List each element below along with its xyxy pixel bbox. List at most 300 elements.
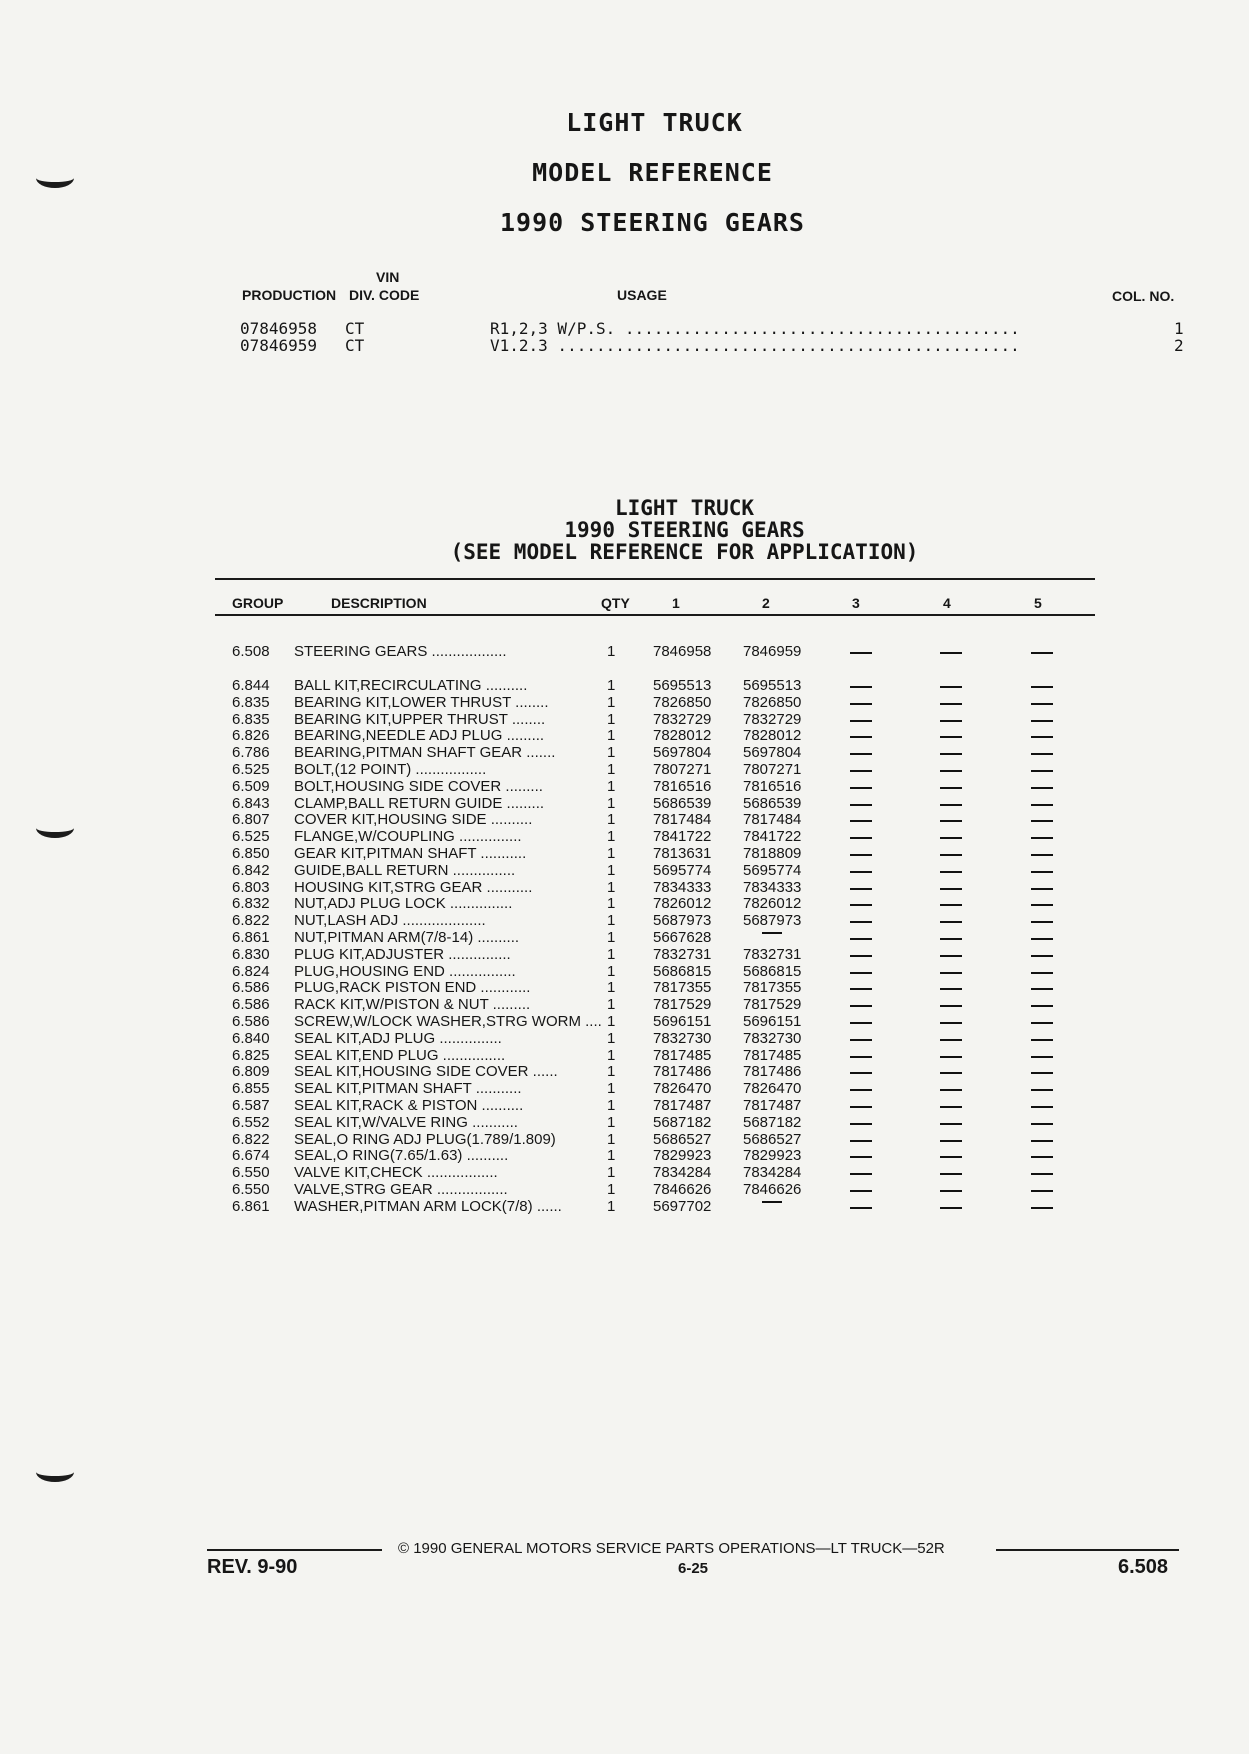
qty-cell: 1 (607, 1130, 616, 1148)
qty-cell: 1 (607, 727, 616, 745)
qty-cell: 1 (607, 693, 616, 711)
not-applicable-dash (762, 1201, 782, 1203)
table-row (0, 963, 1249, 980)
table-title-line-2: 1990 STEERING GEARS (564, 518, 805, 542)
group-cell: 6.835 (232, 693, 270, 711)
not-applicable-dash (940, 1005, 962, 1007)
not-applicable-dash (940, 820, 962, 822)
production-code: 07846959 (240, 336, 318, 355)
group-cell: 6.525 (232, 761, 270, 778)
not-applicable-dash (1031, 1173, 1053, 1175)
col-1-part-number: 7832730 (653, 1029, 712, 1047)
not-applicable-dash (1031, 888, 1053, 890)
group-cell: 6.830 (232, 945, 270, 963)
not-applicable-dash (1031, 736, 1053, 738)
col-1-part-number: 5696151 (653, 1013, 712, 1030)
not-applicable-dash (1031, 686, 1053, 688)
not-applicable-dash (850, 1140, 872, 1142)
not-applicable-dash (1031, 1056, 1053, 1058)
description-cell: SEAL,O RING ADJ PLUG(1.789/1.809) (294, 1130, 556, 1148)
group-cell: 6.550 (232, 1181, 270, 1198)
group-cell: 6.586 (232, 1013, 270, 1030)
description-cell: GUIDE,BALL RETURN ............... (294, 861, 516, 879)
table-row (0, 711, 1249, 728)
copyright: © 1990 GENERAL MOTORS SERVICE PARTS OPERATIONS—LT TRUCK—52R (398, 1540, 945, 1557)
group-cell: 6.786 (232, 744, 270, 762)
qty-cell: 1 (607, 794, 616, 812)
description-cell: PLUG,RACK PISTON END ............ (294, 979, 531, 997)
qty-cell: 1 (607, 945, 616, 963)
col-no-heading: COL. NO. (1112, 288, 1175, 304)
not-applicable-dash (940, 787, 962, 789)
qty-cell: 1 (607, 1164, 616, 1182)
col-2-part-number: 5697804 (743, 744, 802, 762)
not-applicable-dash (940, 871, 962, 873)
col-2-part-number: 5687973 (743, 912, 802, 930)
not-applicable-dash (850, 871, 872, 873)
not-applicable-dash (940, 1089, 962, 1091)
not-applicable-dash (940, 720, 962, 722)
col-2-part-number: 7818809 (743, 845, 802, 862)
not-applicable-dash (1031, 955, 1053, 957)
qty-cell: 1 (607, 912, 616, 930)
not-applicable-dash (850, 1056, 872, 1058)
table-row (0, 1131, 1249, 1148)
table-row (0, 845, 1249, 862)
col-1-part-number: 7817487 (653, 1097, 712, 1114)
description-cell: BALL KIT,RECIRCULATING .......... (294, 677, 528, 694)
not-applicable-dash (1031, 988, 1053, 990)
col-2-part-number: 7828012 (743, 727, 802, 745)
not-applicable-dash (1031, 1156, 1053, 1158)
group-cell: 6.509 (232, 777, 270, 795)
not-applicable-dash (850, 1173, 872, 1175)
col-1-part-number: 7832729 (653, 710, 712, 728)
qty-cell: 1 (607, 777, 616, 795)
qty-cell: 1 (607, 761, 616, 778)
description-cell: BEARING,PITMAN SHAFT GEAR ....... (294, 744, 556, 762)
col-1-part-number: 7834333 (653, 878, 712, 896)
group-cell: 6.824 (232, 962, 270, 980)
description-cell: HOUSING KIT,STRG GEAR ........... (294, 878, 533, 896)
col-2-part-number: 7817484 (743, 811, 802, 829)
col-4-header: 4 (943, 595, 951, 611)
table-row (0, 879, 1249, 896)
description-cell: SEAL KIT,PITMAN SHAFT ........... (294, 1080, 522, 1098)
group-cell: 6.861 (232, 929, 270, 946)
not-applicable-dash (1031, 972, 1053, 974)
group-cell: 6.552 (232, 1113, 270, 1131)
not-applicable-dash (1031, 1123, 1053, 1125)
col-1-part-number: 5695513 (653, 677, 712, 694)
description-cell: BEARING KIT,UPPER THRUST ........ (294, 710, 546, 728)
description-cell: SEAL KIT,END PLUG ............... (294, 1046, 506, 1064)
table-row (0, 811, 1249, 828)
not-applicable-dash (940, 1039, 962, 1041)
col-2-part-number: 5687182 (743, 1113, 802, 1131)
not-applicable-dash (850, 938, 872, 940)
description-cell: SEAL KIT,RACK & PISTON .......... (294, 1097, 524, 1114)
qty-cell: 1 (607, 1013, 616, 1030)
div-code: CT (345, 336, 365, 355)
group-cell: 6.850 (232, 845, 270, 862)
description-cell: SCREW,W/LOCK WASHER,STRG WORM .... (294, 1013, 602, 1030)
group-cell: 6.508 (232, 643, 270, 660)
not-applicable-dash (940, 921, 962, 923)
col-2-part-number: 7832731 (743, 945, 802, 963)
col-1-part-number: 5686815 (653, 962, 712, 980)
footer-rule-right (996, 1549, 1179, 1551)
not-applicable-dash (1031, 1039, 1053, 1041)
not-applicable-dash (850, 1022, 872, 1024)
production-code: 07846958 (240, 319, 318, 338)
not-applicable-dash (1031, 1190, 1053, 1192)
not-applicable-dash (1031, 1072, 1053, 1074)
not-applicable-dash (940, 703, 962, 705)
header-line-3: 1990 STEERING GEARS (500, 208, 805, 237)
col-1-part-number: 5686539 (653, 794, 712, 812)
description-cell: STEERING GEARS .................. (294, 643, 507, 660)
table-row (0, 912, 1249, 929)
table-row (0, 1114, 1249, 1131)
not-applicable-dash (850, 703, 872, 705)
not-applicable-dash (1031, 837, 1053, 839)
col-2-header: 2 (762, 595, 770, 611)
qty-cell: 1 (607, 895, 616, 913)
table-row (0, 643, 1249, 660)
group-cell: 6.855 (232, 1080, 270, 1098)
col-2-part-number: 7841722 (743, 828, 802, 846)
header-line-2: MODEL REFERENCE (532, 158, 773, 187)
col-2-part-number: 7832729 (743, 710, 802, 728)
col-1-part-number: 5697702 (653, 1197, 712, 1215)
table-row (0, 1063, 1249, 1080)
not-applicable-dash (1031, 720, 1053, 722)
description-cell: BOLT,(12 POINT) ................. (294, 761, 487, 778)
table-row (0, 744, 1249, 761)
col-1-part-number: 7841722 (653, 828, 712, 846)
not-applicable-dash (1031, 753, 1053, 755)
production-heading: PRODUCTION (242, 287, 337, 303)
description-cell: SEAL KIT,HOUSING SIDE COVER ...... (294, 1063, 558, 1081)
not-applicable-dash (940, 804, 962, 806)
group-cell: 6.832 (232, 895, 270, 913)
table-row (0, 778, 1249, 795)
group-cell: 6.525 (232, 828, 270, 846)
group-cell: 6.586 (232, 979, 270, 997)
group-cell: 6.835 (232, 710, 270, 728)
group-header: GROUP (232, 595, 284, 611)
table-row (0, 996, 1249, 1013)
col-2-part-number: 7817529 (743, 996, 802, 1014)
col-1-part-number: 7834284 (653, 1164, 712, 1182)
table-row (0, 1097, 1249, 1114)
not-applicable-dash (850, 1123, 872, 1125)
col-2-part-number: 5686527 (743, 1130, 802, 1148)
not-applicable-dash (850, 904, 872, 906)
not-applicable-dash (850, 988, 872, 990)
binder-hole-mark (36, 1462, 74, 1482)
col-1-part-number: 7846958 (653, 643, 712, 660)
not-applicable-dash (850, 1039, 872, 1041)
not-applicable-dash (1031, 1207, 1053, 1209)
section-number: 6.508 (1118, 1556, 1169, 1578)
not-applicable-dash (850, 955, 872, 957)
table-top-rule (215, 578, 1095, 580)
not-applicable-dash (1031, 787, 1053, 789)
description-cell: COVER KIT,HOUSING SIDE .......... (294, 811, 533, 829)
description-cell: VALVE KIT,CHECK ................. (294, 1164, 498, 1182)
description-cell: BEARING,NEEDLE ADJ PLUG ......... (294, 727, 545, 745)
qty-header: QTY (601, 595, 630, 611)
not-applicable-dash (940, 686, 962, 688)
qty-cell: 1 (607, 1097, 616, 1114)
not-applicable-dash (1031, 804, 1053, 806)
description-cell: VALVE,STRG GEAR ................. (294, 1181, 508, 1198)
qty-cell: 1 (607, 1063, 616, 1081)
not-applicable-dash (1031, 703, 1053, 705)
group-cell: 6.840 (232, 1029, 270, 1047)
not-applicable-dash (940, 955, 962, 957)
not-applicable-dash (850, 972, 872, 974)
qty-cell: 1 (607, 1080, 616, 1098)
table-row (0, 1181, 1249, 1198)
not-applicable-dash (940, 972, 962, 974)
not-applicable-dash (850, 1005, 872, 1007)
not-applicable-dash (940, 1022, 962, 1024)
table-row (0, 761, 1249, 778)
col-2-part-number: 7829923 (743, 1147, 802, 1165)
col-2-part-number: 7846626 (743, 1181, 802, 1198)
footer-rule-left (207, 1549, 382, 1551)
not-applicable-dash (762, 932, 782, 934)
qty-cell: 1 (607, 811, 616, 829)
description-cell: SEAL KIT,ADJ PLUG ............... (294, 1029, 502, 1047)
table-row (0, 862, 1249, 879)
qty-cell: 1 (607, 979, 616, 997)
not-applicable-dash (1031, 1106, 1053, 1108)
qty-cell: 1 (607, 1029, 616, 1047)
usage: R1,2,3 W/P.S. ......................................... (490, 319, 1020, 338)
col-5-header: 5 (1034, 595, 1042, 611)
div-code-heading: DIV. CODE (349, 287, 420, 303)
not-applicable-dash (850, 1089, 872, 1091)
not-applicable-dash (1031, 652, 1053, 654)
col-1-part-number: 5695774 (653, 861, 712, 879)
usage-heading: USAGE (617, 287, 667, 303)
col-2-part-number: 7807271 (743, 761, 802, 778)
col-1-part-number: 7829923 (653, 1147, 712, 1165)
not-applicable-dash (850, 921, 872, 923)
not-applicable-dash (850, 837, 872, 839)
col-1-part-number: 7826012 (653, 895, 712, 913)
col-2-part-number: 5696151 (743, 1013, 802, 1030)
not-applicable-dash (850, 736, 872, 738)
not-applicable-dash (940, 1056, 962, 1058)
description-cell: BOLT,HOUSING SIDE COVER ......... (294, 777, 543, 795)
not-applicable-dash (940, 888, 962, 890)
description-cell: RACK KIT,W/PISTON & NUT ......... (294, 996, 531, 1014)
not-applicable-dash (850, 720, 872, 722)
qty-cell: 1 (607, 861, 616, 879)
group-cell: 6.843 (232, 794, 270, 812)
col-no: 2 (1174, 336, 1184, 355)
usage: V1.2.3 ................................................ (490, 336, 1020, 355)
vin-heading: VIN (376, 269, 400, 285)
col-1-part-number: 7826470 (653, 1080, 712, 1098)
table-row (0, 946, 1249, 963)
col-1-part-number: 7817529 (653, 996, 712, 1014)
col-1-part-number: 7828012 (653, 727, 712, 745)
col-2-part-number: 7817355 (743, 979, 802, 997)
qty-cell: 1 (607, 845, 616, 862)
col-2-part-number: 5695513 (743, 677, 802, 694)
col-1-part-number: 5667628 (653, 929, 712, 946)
group-cell: 6.586 (232, 996, 270, 1014)
not-applicable-dash (1031, 938, 1053, 940)
col-2-part-number: 7817485 (743, 1046, 802, 1064)
not-applicable-dash (850, 1106, 872, 1108)
qty-cell: 1 (607, 1181, 616, 1198)
qty-cell: 1 (607, 962, 616, 980)
not-applicable-dash (1031, 1005, 1053, 1007)
col-2-part-number: 7817487 (743, 1097, 802, 1114)
description-cell: CLAMP,BALL RETURN GUIDE ......... (294, 794, 545, 812)
not-applicable-dash (940, 904, 962, 906)
col-2-part-number: 7834333 (743, 878, 802, 896)
not-applicable-dash (850, 820, 872, 822)
not-applicable-dash (940, 1072, 962, 1074)
qty-cell: 1 (607, 1197, 616, 1215)
not-applicable-dash (850, 804, 872, 806)
table-row (0, 1080, 1249, 1097)
group-cell: 6.842 (232, 861, 270, 879)
qty-cell: 1 (607, 1147, 616, 1165)
not-applicable-dash (850, 1207, 872, 1209)
not-applicable-dash (940, 1156, 962, 1158)
description-cell: PLUG,HOUSING END ................ (294, 962, 516, 980)
col-1-part-number: 7817485 (653, 1046, 712, 1064)
description-cell: PLUG KIT,ADJUSTER ............... (294, 945, 511, 963)
not-applicable-dash (940, 1106, 962, 1108)
group-cell: 6.803 (232, 878, 270, 896)
group-cell: 6.825 (232, 1046, 270, 1064)
table-row (0, 727, 1249, 744)
col-1-part-number: 7817486 (653, 1063, 712, 1081)
not-applicable-dash (1031, 921, 1053, 923)
col-2-part-number: 7834284 (743, 1164, 802, 1182)
table-row (0, 1147, 1249, 1164)
description-cell: NUT,PITMAN ARM(7/8-14) .......... (294, 929, 520, 946)
not-applicable-dash (940, 1207, 962, 1209)
description-cell: FLANGE,W/COUPLING ............... (294, 828, 522, 846)
not-applicable-dash (940, 652, 962, 654)
description-cell: NUT,LASH ADJ .................... (294, 912, 486, 930)
description-cell: SEAL KIT,W/VALVE RING ........... (294, 1113, 518, 1131)
col-2-part-number: 7846959 (743, 643, 802, 660)
qty-cell: 1 (607, 677, 616, 694)
col-1-part-number: 7817484 (653, 811, 712, 829)
col-1-part-number: 7813631 (653, 845, 712, 862)
group-cell: 6.826 (232, 727, 270, 745)
table-row (0, 694, 1249, 711)
table-row (0, 795, 1249, 812)
qty-cell: 1 (607, 929, 616, 946)
col-1-part-number: 7817355 (653, 979, 712, 997)
table-row (0, 828, 1249, 845)
not-applicable-dash (1031, 1022, 1053, 1024)
group-cell: 6.674 (232, 1147, 270, 1165)
col-2-part-number: 7817486 (743, 1063, 802, 1081)
qty-cell: 1 (607, 643, 616, 660)
not-applicable-dash (850, 787, 872, 789)
not-applicable-dash (850, 854, 872, 856)
not-applicable-dash (1031, 871, 1053, 873)
col-1-part-number: 7816516 (653, 777, 712, 795)
not-applicable-dash (940, 736, 962, 738)
not-applicable-dash (850, 686, 872, 688)
not-applicable-dash (1031, 820, 1053, 822)
not-applicable-dash (1031, 770, 1053, 772)
not-applicable-dash (940, 854, 962, 856)
description-cell: BEARING KIT,LOWER THRUST ........ (294, 693, 549, 711)
col-1-part-number: 5687182 (653, 1113, 712, 1131)
col-2-part-number: 5686815 (743, 962, 802, 980)
not-applicable-dash (1031, 854, 1053, 856)
group-cell: 6.809 (232, 1063, 270, 1081)
not-applicable-dash (850, 1156, 872, 1158)
group-cell: 6.807 (232, 811, 270, 829)
not-applicable-dash (850, 770, 872, 772)
not-applicable-dash (940, 988, 962, 990)
qty-cell: 1 (607, 1046, 616, 1064)
not-applicable-dash (940, 1173, 962, 1175)
table-row (0, 677, 1249, 694)
revision: REV. 9-90 (207, 1556, 298, 1578)
table-row (0, 979, 1249, 996)
col-1-part-number: 5697804 (653, 744, 712, 762)
qty-cell: 1 (607, 828, 616, 846)
table-row (0, 929, 1249, 946)
col-2-part-number: 7826470 (743, 1080, 802, 1098)
group-cell: 6.844 (232, 677, 270, 694)
not-applicable-dash (1031, 904, 1053, 906)
col-no: 1 (1174, 319, 1184, 338)
col-1-part-number: 7807271 (653, 761, 712, 778)
not-applicable-dash (850, 1190, 872, 1192)
qty-cell: 1 (607, 1113, 616, 1131)
table-row (0, 1030, 1249, 1047)
not-applicable-dash (1031, 1089, 1053, 1091)
col-2-part-number: 5686539 (743, 794, 802, 812)
table-row (0, 895, 1249, 912)
not-applicable-dash (940, 770, 962, 772)
col-1-header: 1 (672, 595, 680, 611)
table-row (0, 1198, 1249, 1215)
description-cell: SEAL,O RING(7.65/1.63) .......... (294, 1147, 509, 1165)
not-applicable-dash (850, 1072, 872, 1074)
table-title-line-3: (SEE MODEL REFERENCE FOR APPLICATION) (450, 540, 919, 564)
not-applicable-dash (850, 652, 872, 654)
table-row (0, 1013, 1249, 1030)
description-cell: WASHER,PITMAN ARM LOCK(7/8) ...... (294, 1197, 562, 1215)
group-cell: 6.550 (232, 1164, 270, 1182)
group-cell: 6.587 (232, 1097, 270, 1114)
group-cell: 6.822 (232, 1130, 270, 1148)
description-cell: GEAR KIT,PITMAN SHAFT ........... (294, 845, 527, 862)
col-1-part-number: 7846626 (653, 1181, 712, 1198)
col-1-part-number: 7832731 (653, 945, 712, 963)
